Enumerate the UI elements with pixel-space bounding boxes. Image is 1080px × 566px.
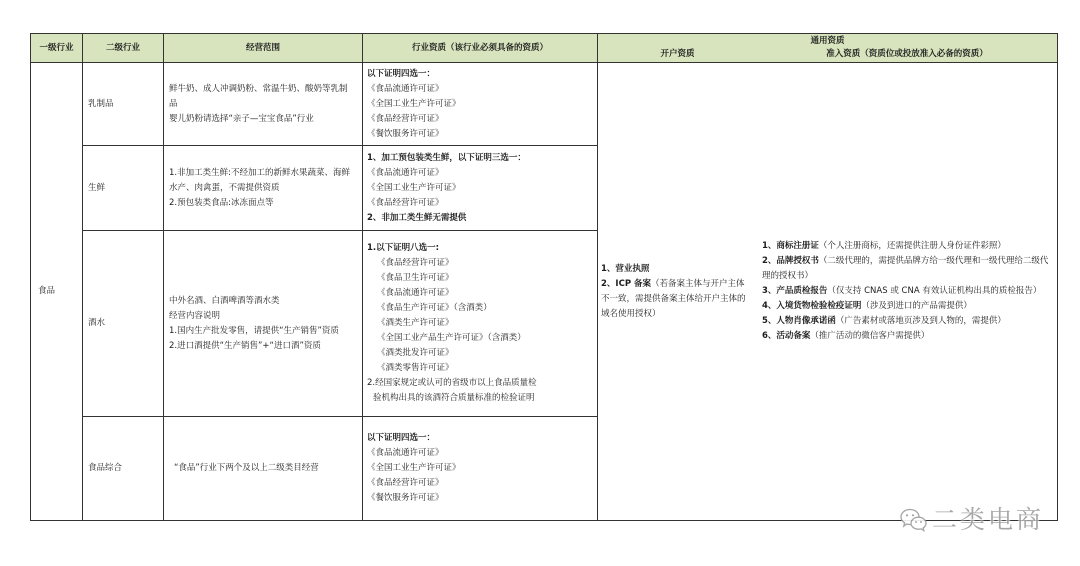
license-item: 《全国工业生产许可证》 — [367, 463, 461, 473]
wechat-bubble-small — [911, 517, 926, 530]
header-general-qualification — [597, 33, 1058, 63]
scope-line: “食品”行业下两个及以上二级类目经营 — [174, 463, 319, 473]
item-title: 5、人物肖像承诺函 — [762, 316, 836, 326]
item-note: （个人注册商标，还需提供注册人身份证件彩照） — [818, 241, 1006, 251]
business-scope-cell — [163, 230, 363, 417]
account-qualification-list — [598, 262, 759, 322]
access-qualification-list — [759, 239, 1057, 344]
wechat-eye — [915, 521, 917, 523]
license-item: 《酒类批发许可证》 — [377, 348, 454, 358]
license-item: 《全国工业生产许可证》 — [367, 98, 461, 109]
subcategory-cell — [82, 416, 164, 521]
category-label: 食品 — [38, 286, 56, 296]
industry-qualification-cell — [362, 416, 598, 521]
subcategory-label: 乳制品 — [88, 98, 114, 109]
subcategory-label: 生鲜 — [88, 182, 106, 193]
item-note: （仅支持 CNAS 或 CNA 有效认证机构出具的质检报告） — [827, 286, 1042, 296]
wechat-eye — [920, 521, 922, 523]
item-note: 不一致，需提供备案主体给开户主体的 — [601, 293, 746, 304]
license-item: 《食品经营许可证》 — [367, 113, 444, 124]
scope-line: 2.预包装类食品:冰冻面点等 — [169, 197, 274, 208]
qualification-heading: 以下证明四选一： — [367, 433, 436, 443]
watermark — [900, 504, 1044, 536]
subcategory-cell — [82, 230, 164, 417]
access-qualification-item — [762, 329, 1057, 344]
item-title: 4、入境货物检验检疫证明 — [762, 301, 862, 311]
scope-line: 婴儿奶粉请选择“亲子—宝宝食品”行业 — [169, 113, 314, 124]
wechat-eye — [906, 514, 908, 516]
industry-qualification-cell — [362, 230, 598, 417]
license-item: 《食品流通许可证》 — [367, 167, 444, 178]
license-item: 《食品经营许可证》 — [367, 197, 444, 208]
subcategory-label: 酒水 — [88, 318, 106, 328]
watermark-text: 二类电商 — [932, 505, 1045, 534]
item-title: 1、营业执照 — [601, 263, 650, 274]
item-title: 2、品牌授权书 — [762, 256, 819, 266]
header-level2-industry-label: 二级行业 — [105, 42, 140, 53]
header-industry-qualification-label: 行业资质（该行业必须具备的资质） — [411, 42, 548, 53]
qualification-note: 2.经国家规定或认可的省级市以上食品质量检 — [367, 378, 537, 388]
license-item: 《食品卫生许可证》 — [377, 273, 454, 283]
scope-line: 中外名酒、白酒啤酒等酒水类 — [169, 295, 280, 306]
item-note: （二级代理的，需提供品牌方给一级代理和一级代理给二级代 — [818, 256, 1049, 266]
wechat-icon — [900, 508, 927, 532]
license-item: 《食品经营许可证》 — [377, 258, 454, 268]
header-business-scope — [163, 33, 363, 63]
general-qualification-cell — [597, 62, 1058, 521]
qualification-heading: 1、加工预包装类生鲜，以下证明三选一： — [367, 152, 526, 163]
access-qualification-item — [762, 299, 1057, 314]
item-note: 理的授权书） — [762, 271, 814, 281]
account-qualification-item — [601, 277, 759, 292]
item-note: （若备案主体与开户主体 — [651, 278, 745, 289]
qualification-note: 验机构出具的该酒符合质量标准的检验证明 — [373, 393, 535, 403]
scope-line: 2.进口酒提供“生产销售”+“进口酒”资质 — [169, 340, 321, 351]
business-scope-cell — [163, 416, 363, 521]
scope-line: 经营内容说明 — [169, 310, 221, 321]
license-item: 《餐饮服务许可证》 — [367, 128, 444, 139]
industry-qualification-cell — [362, 62, 598, 146]
qualification-heading: 1.以下证明八选一: — [367, 243, 440, 253]
subcategory-cell — [82, 145, 164, 231]
qualification-heading: 2、非加工类生鲜无需提供 — [367, 212, 467, 223]
header-level2-industry — [82, 33, 164, 63]
header-general-qualification-subheaders — [598, 48, 1057, 61]
wechat-eye — [912, 514, 914, 516]
subcategory-cell — [82, 62, 164, 146]
license-item: 《酒类生产许可证》 — [377, 318, 454, 328]
header-general-qualification-title: 通用资质 — [810, 36, 845, 46]
item-note: 域名使用授权） — [601, 308, 661, 319]
item-title: 6、活动备案 — [762, 331, 811, 341]
access-qualification-item — [762, 284, 1057, 299]
qualification-heading: 以下证明四选一： — [367, 68, 436, 79]
license-item: 《酒类零售许可证》 — [377, 363, 454, 373]
item-note: （涉及到进口的产品需提供） — [861, 301, 972, 311]
category-cell — [30, 62, 83, 521]
business-scope-cell — [163, 62, 363, 146]
scope-line: 鲜牛奶、成人冲调奶粉、常温牛奶、酸奶等乳制 — [169, 83, 348, 94]
license-item: 《食品生产许可证》（含酒类） — [377, 303, 492, 313]
license-item: 《食品流通许可证》 — [377, 288, 454, 298]
license-item: 《食品经营许可证》 — [367, 478, 444, 488]
access-qualification-item — [762, 314, 1057, 329]
access-qualification-item — [762, 239, 1057, 254]
header-industry-qualification — [362, 33, 598, 63]
item-note: （推广活动的微信客户需提供） — [810, 331, 930, 341]
header-business-scope-label: 经营范围 — [245, 42, 280, 53]
scope-line: 水产、肉禽蛋，不需提供资质 — [169, 182, 280, 193]
item-title: 2、ICP 备案 — [601, 278, 652, 289]
scope-line: 1.国内生产批发零售，请提供“生产销售”资质 — [169, 325, 339, 336]
license-item: 《食品流通许可证》 — [367, 448, 444, 458]
account-qualification-item — [601, 262, 759, 277]
header-level1-industry-label: 一级行业 — [39, 42, 74, 53]
header-level1-industry — [30, 33, 83, 63]
license-item: 《餐饮服务许可证》 — [367, 493, 444, 503]
scope-line: 1.非加工类生鲜:不经加工的新鲜水果蔬菜、海鲜 — [169, 167, 350, 178]
license-item: 《全国工业产品生产许可证》（含酒类） — [377, 333, 526, 343]
header-account-qualification: 开户资质 — [660, 49, 695, 59]
item-title: 3、产品质检报告 — [762, 286, 828, 296]
header-access-qualification: 准入资质（资质位或投放准入必备的资质） — [826, 49, 988, 59]
business-scope-cell — [163, 145, 363, 231]
item-note: （广告素材或落地页涉及到人物的，需提供） — [835, 316, 1006, 326]
industry-qualification-cell — [362, 145, 598, 231]
item-title: 1、商标注册证 — [762, 241, 819, 251]
subcategory-label: 食品综合 — [88, 463, 123, 473]
license-item: 《食品流通许可证》 — [367, 83, 444, 94]
access-qualification-item — [762, 254, 1057, 269]
scope-line: 品 — [169, 98, 178, 109]
license-item: 《全国工业生产许可证》 — [367, 182, 461, 193]
